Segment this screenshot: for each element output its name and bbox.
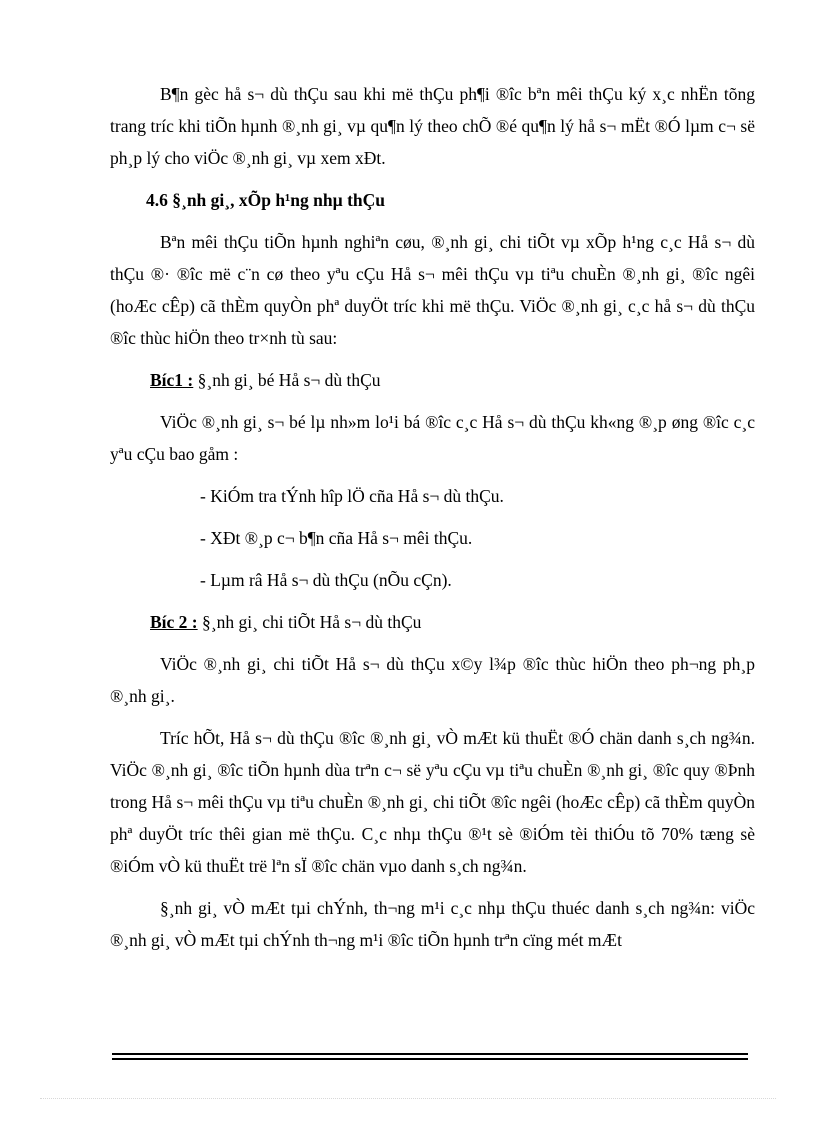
paragraph-evaluation-intro: Bªn mêi thÇu tiÕn hµnh nghiªn cøu, ®¸nh gi¸ chi tiÕt vµ xÕp h¹ng c¸c Hå s¬ dù thÇu ®· ®îc më c¨n cø theo yªu cÇu Hå s¬ mêi thÇu vµ tiªu chuÈn ®¸nh gi¸ ®îc ngêi (hoÆc cÊp) cã thÈm quyÒn phª duyÖt tríc khi më thÇu. ViÖc ®¸nh gi¸ c¸c hå s¬ dù thÇu ®îc thùc hiÖn theo tr×nh tù sau:: [110, 232, 755, 348]
step-2-heading: [110, 606, 755, 638]
section-heading: 4.6 §¸nh gi¸, xÕp h¹ng nhµ thÇu: [146, 190, 386, 210]
paragraph-technical: Tríc hÕt, Hå s¬ dù thÇu ®îc ®¸nh gi¸ vÒ mÆt kü thuËt ®Ó chän danh s¸ch ng¾n. ViÖc ®¸nh gi¸ ®îc tiÕn hµnh dùa trªn c¬ së yªu cÇu vµ tiªu chuÈn ®¸nh gi¸ ®îc quy ®Þnh trong Hå s¬ mêi thÇu vµ tiªu chuÈn ®¸nh gi¸ chi tiÕt ®îc ngêi (hoÆc cÊp) cã thÈm quyÒn phª duyÖt tríc thêi gian më thÇu. C¸c nhµ thÇu ®¹t sè ®iÓm tèi thiÓu tõ 70% tæng sè ®iÓm vÒ kü thuËt trë lªn sÏ ®îc chän vµo danh s¸ch ng¾n.: [110, 728, 755, 876]
footer-rule-top: [112, 1053, 748, 1055]
page-body: [110, 78, 755, 956]
bullet-item: - KiÓm tra tÝnh hîp lÖ cña Hå s¬ dù thÇu.: [200, 486, 504, 506]
bullet-item: - Lµm râ Hå s¬ dù thÇu (nÕu cÇn).: [200, 570, 452, 590]
step-2-text: §¸nh gi¸ chi tiÕt Hå s¬ dù thÇu: [197, 612, 422, 632]
step-1-text: §¸nh gi¸ bé Hå s¬ dù thÇu: [193, 370, 381, 390]
paragraph-original-bid: B¶n gèc hå s¬ dù thÇu sau khi më thÇu ph¶i ®îc bªn mêi thÇu ký x¸c nhËn tõng trang tríc khi tiÕn hµnh ®¸nh gi¸ vµ qu¶n lý theo chÕ ®é qu¶n lý hå s¬ mËt ®Ó lµm c¬ së ph¸p lý cho viÖc ®¸nh gi¸ vµ xem xÐt.: [110, 84, 755, 168]
bullet-item: - XÐt ®¸p c¬ b¶n cña Hå s¬ mêi thÇu.: [200, 528, 473, 548]
footer-rule-bottom: [112, 1058, 748, 1060]
step-1-heading: [110, 364, 755, 396]
paragraph-financial: §¸nh gi¸ vÒ mÆt tµi chÝnh, th¬ng m¹i c¸c nhµ thÇu thuéc danh s¸ch ng¾n: viÖc ®¸nh gi¸ vÒ mÆt tµi chÝnh th¬ng m¹i ®îc tiÕn hµnh trªn cïng mét mÆt: [110, 898, 755, 950]
step-1-label: Bíc1 :: [150, 370, 194, 390]
paragraph-preliminary: ViÖc ®¸nh gi¸ s¬ bé lµ nh»m lo¹i bá ®îc c¸c Hå s¬ dù thÇu kh«ng ®¸p øng ®îc c¸c yªu cÇu bao gåm :: [110, 412, 755, 464]
step-2-label: Bíc 2 :: [150, 612, 198, 632]
page-edge-divider: [40, 1098, 776, 1099]
paragraph-detailed: ViÖc ®¸nh gi¸ chi tiÕt Hå s¬ dù thÇu x©y l¾p ®îc thùc hiÖn theo ph¬ng ph¸p ®¸nh gi¸.: [110, 654, 755, 706]
